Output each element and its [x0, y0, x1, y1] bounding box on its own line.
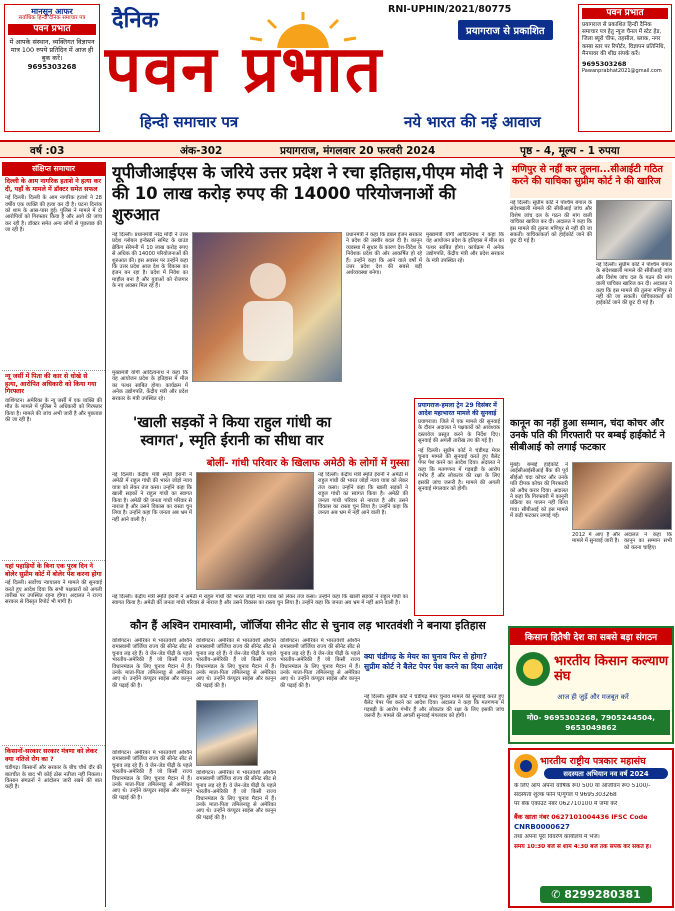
promo-phone[interactable]: 9695303268 [27, 63, 77, 71]
rahul-headline[interactable]: 'खाली सड़कों ने किया राहुल गांधी का स्वागत', स्मृति ईरानी का सीधा वार [132, 415, 332, 449]
georgia-photo [196, 700, 258, 766]
farmers-phones[interactable]: मो0- 9695303268, 7905244504, 9653049862 [512, 710, 670, 735]
fee-line: के लिए आप अपना वार्षिक रू0 500 या आजीवन रू0 5100/- [514, 783, 651, 789]
brief-news-heading: संक्षिप्त समाचार [2, 162, 105, 176]
manipur-headline[interactable]: मणिपुर से नहीं कर तुलना...सीआईटी गठित करने की याचिका सुप्रीम कोर्ट ने की खारिज [510, 162, 672, 198]
masthead [0, 0, 675, 137]
issue-number: अंक-302 [180, 145, 223, 157]
rni-number: RNI-UPHIN/2021/80775 [388, 4, 512, 15]
account-line: पर बैंक एकाउंट नंबर 062710100 में जमा करें [514, 801, 618, 807]
right-promo-text: प्रयागराज से प्रकाशित हिन्दी दैनिक समाचार पत्र हेतु न्यूज चैनल में स्टेट हेड, जिला ब्यूरो चीफ, तहसील, ब्लाक, नगर कस्बा स्तर पर रिपोर्टर, विज्ञापन प्रतिनिधि, मैनपावर की शीघ्र संपर्क करें। [582, 22, 666, 57]
prayagraj-story-box [414, 398, 504, 616]
whatsapp-number-text: 8299280381 [564, 888, 641, 901]
lead-body-right: प्रधानमंत्री ने कहा कि डबल इंजन सरकार ने प्रदेश की तस्वीर बदल दी है। कानून व्यवस्था में सुधार के कारण देश-विदेश के निवेशक प्रदेश की ओर आकर्षित हो रहे हैं। उन्होंने कहा कि आने वाले वर्षों में उत्तर प्रदेश देश की सबसे बड़ी अर्थव्यवस्था बनेगा। [346, 232, 422, 277]
date-bar [0, 140, 675, 158]
farmers-union-ad [508, 626, 674, 744]
pages-price: पृष्ठ - 4, मूल्य - 1 रुपया [520, 145, 620, 157]
right-promo-title: पवन प्रभात [582, 8, 668, 19]
whatsapp-icon: ✆ [551, 888, 565, 901]
promo-text: में आपके संस्थान, व्यक्तिगत विज्ञापन मात्र 100 रुपये प्रतिदिन में आज ही बुक करें। [9, 38, 95, 62]
lead-headline[interactable]: यूपीजीआईएस के जरिये उत्तर प्रदेश ने रचा इतिहास,पीएम मोदी ने की 10 लाख करोड़ रुपए की 14000 परियोजनाओं की शुरुआत [112, 163, 503, 224]
rahul-body-left: नई दिल्ली। केंद्रीय मंत्री स्मृति ईरानी ने अमेठी में राहुल गांधी की भारत जोड़ो न्याय यात्रा को लेकर तंज कसा। उन्होंने कहा कि खाली सड़कों ने राहुल गांधी का स्वागत किया है। अमेठी की जनता गांधी परिवार से नाराज है और उसने विकास का रास्ता चुन लिया है। उन्होंने कहा कि जनता अब भ्रम में नहीं आने वाली है। [112, 472, 192, 523]
farmers-banner: किसान हितैषी देश का सबसे बड़ा संगठन [510, 628, 672, 645]
lead-body-left: नई दिल्ली। प्रधानमंत्री नरेंद्र मोदी ने उत्तर प्रदेश ग्लोबल इन्वेस्टर्स समिट के ग्राउंड ब्रेकिंग सेरेमनी में 10 लाख करोड़ रुपए से अधिक की 14000 परियोजनाओं की शुरुआत की। इस अवसर पर उन्होंने कहा कि उत्तर प्रदेश आज देश के विकास का इंजन बन रहा है। प्रदेश में निवेश का माहौल बना है और युवाओं को रोजगार के नए अवसर मिल रहे हैं। [112, 232, 188, 290]
right-promo-phone[interactable]: 9695303268 [582, 60, 627, 69]
list-item [2, 371, 105, 561]
rahul-subhead: बोलीं- गांधी परिवार के खिलाफ अमेठी के लोगों में गुस्सा [206, 458, 410, 469]
office-timing: समय 10:30 बजे से शाम 4:30 बजे तक संपर्क कर सकते हैं। [514, 844, 652, 850]
federation-title: भारतीय राष्ट्रीय पत्रकार महासंघ [540, 756, 646, 767]
left-promo-box [4, 4, 100, 132]
brief-body: वाशिंगटन। अमेरिका के न्यू जर्सी में एक व्यक्ति की मौत के मामले में पुलिस ने अधिकारी को गिरफ्तार किया है। मामले की जांच अभी जारी है और पूछताछ की जा रही है। [5, 397, 102, 423]
promo-title: पवन प्रभात [8, 24, 96, 35]
rahul-photo [196, 472, 314, 590]
promo-subtitle: सर्वाधिक हिन्दी दैनिक समाचार पत्र [18, 15, 86, 21]
lead-body-continued: मुख्यमंत्री योगी आदित्यनाथ ने कहा कि यह आयोजन प्रदेश के इतिहास में मील का पत्थर साबित होगा। कार्यक्रम में अनेक उद्योगपति, केंद्रीय मंत्री और प्रदेश सरकार के मंत्री उपस्थित रहे। [112, 370, 188, 402]
manipur-body-right: नई दिल्ली। सुप्रीम कोर्ट ने पश्चिम बंगाल के संदेशखाली मामले की सीबीआई जांच और विशेष जांच दल के गठन की मांग वाली याचिका खारिज कर दी। अदालत ने कहा कि इस मामले की तुलना मणिपुर से नहीं की जा सकती। याचिकाकर्ता को हाईकोर्ट जाने की छूट दी गई है। [596, 262, 672, 307]
georgia-body-5: वाशिंगटन। अमेरिका में भारतवंशी अश्विन रामास्वामी जॉर्जिया राज्य की सीनेट सीट से चुनाव लड़ रहे हैं। वे जेन-जेड पीढ़ी के पहले भारतीय-अमेरिकी हैं जो किसी राज्य विधानमंडल के लिए चुनाव मैदान में हैं। उनके माता-पिता तमिलनाडु से अमेरिका आए थे। उन्होंने कंप्यूटर साइंस और कानून की पढ़ाई की है। [196, 770, 276, 821]
person-speaking-icon [193, 233, 342, 382]
payment-line: सदस्यता शुल्क फोन पे/गूगल पे 9695303268 [514, 792, 617, 798]
brief-body: नई दिल्ली। दिल्ली के आम नागरिक हताशे ने 28 वर्षीय एक व्यक्ति की हत्या कर दी है। घटना दिनांक को शाम के आस-पास हुई। पुलिस ने मामले में दो आरोपियों को गिरफ्तार किया है और आगे की जांच कर रही है। डॉक्टर समेत अन्य लोगों से पूछताछ की जा रही है। [5, 195, 102, 234]
farmer-emblem-icon [514, 650, 552, 688]
prayagraj-headline[interactable]: प्रयागराज-हमला ट्रेन 29 दिसंबर में आदेश महाभारत मामले की सुनवाई [418, 402, 497, 417]
newspaper-title: पवन प्रभात [105, 32, 384, 107]
supreme-court-photo [596, 200, 672, 260]
brief-body: चंडीगढ़। किसानों और सरकार के बीच चौथे दौर की बातचीत के बाद भी कोई ठोस नतीजा नहीं निकला। किसान संगठनों ने आंदोलन जारी रखने की बात कही है। [5, 765, 102, 791]
whatsapp-number[interactable] [540, 886, 652, 903]
details-line: तथा अपना पूरा विवरण कार्यालय में भेजें। [514, 834, 600, 840]
georgia-headline[interactable]: कौन हैं अश्विन रामास्वामी, जॉर्जिया सीनेट सीट से चुनाव लड़ भारतवंशी ने बनाया इतिहास [130, 619, 486, 632]
rahul-body-right: नई दिल्ली। केंद्रीय मंत्री स्मृति ईरानी ने अमेठी में राहुल गांधी की भारत जोड़ो न्याय यात्रा को लेकर तंज कसा। उन्होंने कहा कि खाली सड़कों ने राहुल गांधी का स्वागत किया है। अमेठी की जनता गांधी परिवार से नाराज है और उसने विकास का रास्ता चुन लिया है। उन्होंने कहा कि जनता अब भ्रम में नहीं आने वाली है। [318, 472, 408, 517]
farmers-tagline: आज ही जुड़ें और मजबूत करें [557, 693, 629, 701]
brand-tagline: नये भारत की नई आवाज [404, 113, 541, 131]
brief-headline[interactable]: दिल्ली के आम नागरिक हताशे ने हत्या कर दी, यहाँ के मामले में डॉक्टर समेत सफल [5, 178, 102, 193]
georgia-body-2: वाशिंगटन। अमेरिका में भारतवंशी अश्विन रामास्वामी जॉर्जिया राज्य की सीनेट सीट से चुनाव लड़ रहे हैं। वे जेन-जेड पीढ़ी के पहले भारतीय-अमेरिकी हैं जो किसी राज्य विधानमंडल के लिए चुनाव मैदान में हैं। उनके माता-पिता तमिलनाडु से अमेरिका आए थे। उन्होंने कंप्यूटर साइंस और कानून की पढ़ाई की है। [196, 638, 276, 689]
published-from: प्रयागराज से प्रकाशित [458, 20, 553, 40]
list-item [2, 176, 105, 371]
federation-emblem-icon [513, 753, 539, 779]
brief-headline[interactable]: न्यू जर्सी में पिता की कार से धोखे से हत्या, आरोपित अधिकारी को किया गया गिरफ्तार [5, 373, 97, 396]
kochhar-body: मुंबई। बम्बई हाईकोर्ट ने आईसीआईसीआई बैंक की पूर्व सीईओ चंदा कोचर और उनके पति दीपक कोचर की गिरफ्तारी को अवैध करार दिया। अदालत ने कहा कि गिरफ्तारी में कानूनी प्रक्रिया का पालन नहीं किया गया। सीबीआई को इस मामले में कड़ी फटकार लगाई गई। [510, 462, 568, 520]
georgia-body-1: वाशिंगटन। अमेरिका में भारतवंशी अश्विन रामास्वामी जॉर्जिया राज्य की सीनेट सीट से चुनाव लड़ रहे हैं। वे जेन-जेड पीढ़ी के पहले भारतीय-अमेरिकी हैं जो किसी राज्य विधानमंडल के लिए चुनाव मैदान में हैं। उनके माता-पिता तमिलनाडु से अमेरिका आए थे। उन्होंने कंप्यूटर साइंस और कानून की पढ़ाई की है। [112, 638, 192, 689]
rahul-body-bottom: नई दिल्ली। केंद्रीय मंत्री स्मृति ईरानी ने अमेठी में राहुल गांधी की भारत जोड़ो न्याय यात्रा को लेकर तंज कसा। उन्होंने कहा कि खाली सड़कों ने राहुल गांधी का स्वागत किया है। अमेठी की जनता गांधी परिवार से नाराज है और उसने विकास का रास्ता चुन लिया है। उन्होंने कहा कि जनता अब भ्रम में नहीं आने वाली है। [112, 594, 408, 607]
brand-daily: दैनिक [112, 7, 159, 33]
kochhar-headline[interactable]: कानून का नहीं हुआ सम्मान, चंदा कोचर और उनके पति की गिरफ्तारी पर बम्बई हाईकोर्ट ने सीबीआई को लगाई फटकार [510, 418, 665, 453]
lead-photo [192, 232, 342, 382]
georgia-body-3: वाशिंगटन। अमेरिका में भारतवंशी अश्विन रामास्वामी जॉर्जिया राज्य की सीनेट सीट से चुनाव लड़ रहे हैं। वे जेन-जेड पीढ़ी के पहले भारतीय-अमेरिकी हैं जो किसी राज्य विधानमंडल के लिए चुनाव मैदान में हैं। उनके माता-पिता तमिलनाडु से अमेरिका आए थे। उन्होंने कंप्यूटर साइंस और कानून की पढ़ाई की है। [280, 638, 360, 689]
bank-account: बैंक खाता नंबर 0627101004436 IFSC Code [514, 813, 648, 821]
farmers-union-title: भारतीय किसान कल्याण संघ [554, 654, 669, 684]
journalist-federation-ad [508, 748, 674, 908]
list-item [2, 561, 105, 746]
brand-subtitle: हिन्दी समाचार पत्र [140, 113, 239, 131]
georgia-body-4: वाशिंगटन। अमेरिका में भारतवंशी अश्विन रामास्वामी जॉर्जिया राज्य की सीनेट सीट से चुनाव लड़ रहे हैं। वे जेन-जेड पीढ़ी के पहले भारतीय-अमेरिकी हैं जो किसी राज्य विधानमंडल के लिए चुनाव मैदान में हैं। उनके माता-पिता तमिलनाडु से अमेरिका आए थे। उन्होंने कंप्यूटर साइंस और कानून की पढ़ाई की है। [112, 750, 192, 801]
dateline: प्रयागराज, मंगलवार 20 फरवरी 2024 [280, 145, 436, 157]
year-label: वर्ष :03 [30, 145, 65, 157]
left-news-column [2, 162, 106, 907]
brief-headline[interactable]: किसानों-सरकार सरकार मंत्रणा को लेकर क्या नतिजे रोग का ? [5, 748, 98, 763]
promo-small-title: मानसून आफर [31, 7, 73, 16]
brief-body: नई दिल्ली। सर्वोच्च न्यायालय ने मामले की सुनवाई करते हुए आदेश दिया कि सभी पक्षकारों को अगली तारीख पर उपस्थित रहना होगा। अदालत ने राज्य सरकार से विस्तृत रिपोर्ट भी मांगी है। [5, 580, 102, 606]
prayagraj-body: प्रयागराज। जिले में एक मामले की सुनवाई के दौरान अदालत ने पक्षकारों को आवश्यक दस्तावेज प्रस्तुत करने के निर्देश दिए। सुनवाई की अगली तारीख तय की गई है। [418, 419, 500, 445]
kochhar-caption-left: 2012 में आए हैं और मामले में सुनवाई जारी है। [572, 532, 620, 545]
ifsc-code: CNRB0000627 [514, 823, 570, 831]
kochhar-photo [572, 462, 672, 530]
chandigarh-body: नई दिल्ली। सुप्रीम कोर्ट ने चंडीगढ़ मेयर चुनाव मामले की सुनवाई करते हुए बैलेट पेपर पेश करने का आदेश दिया। अदालत ने कहा कि मतगणना में गड़बड़ी के आरोप गंभीर हैं और लोकतंत्र की रक्षा के लिए इसकी जांच जरूरी है। मामले की अगली सुनवाई मंगलवार को होगी। [364, 694, 504, 720]
right-promo-box [578, 4, 672, 132]
prayagraj-body-more: नई दिल्ली। सुप्रीम कोर्ट ने चंडीगढ़ मेयर चुनाव मामले की सुनवाई करते हुए बैलेट पेपर पेश करने का आदेश दिया। अदालत ने कहा कि मतगणना में गड़बड़ी के आरोप गंभीर हैं और लोकतंत्र की रक्षा के लिए इसकी जांच जरूरी है। मामले की अगली सुनवाई मंगलवार को होगी। [418, 447, 500, 493]
manipur-body-left: नई दिल्ली। सुप्रीम कोर्ट ने पश्चिम बंगाल के संदेशखाली मामले की सीबीआई जांच और विशेष जांच दल के गठन की मांग वाली याचिका खारिज कर दी। अदालत ने कहा कि इस मामले की तुलना मणिपुर से नहीं की जा सकती। याचिकाकर्ता को हाईकोर्ट जाने की छूट दी गई है। [510, 200, 592, 245]
membership-drive: सदस्यता अभियान नव वर्ष 2024 [544, 768, 668, 779]
chandigarh-headline[interactable]: क्या चंडीगढ़ के मेयर का चुनाव फिर से होगा? सुप्रीम कोर्ट ने बैलेट पेपर पेश करने का दिया आदेश [364, 652, 503, 671]
right-promo-email[interactable]: Pawanprabhat2021@gmail.com [582, 68, 662, 75]
list-item [2, 746, 105, 906]
kochhar-caption-right: अदालत ने कहा कि कानून का सम्मान सभी को करना चाहिए। [624, 532, 672, 551]
brief-headline[interactable]: यहां पहाड़ियों के बिना एक पूरब दिन ने बोलेर सुप्रीम कोर्ट में बोलेर पेश करना होगा [5, 563, 102, 578]
lead-body-bottom: मुख्यमंत्री योगी आदित्यनाथ ने कहा कि यह आयोजन प्रदेश के इतिहास में मील का पत्थर साबित होगा। कार्यक्रम में अनेक उद्योगपति, केंद्रीय मंत्री और प्रदेश सरकार के मंत्री उपस्थित रहे। [426, 232, 504, 264]
